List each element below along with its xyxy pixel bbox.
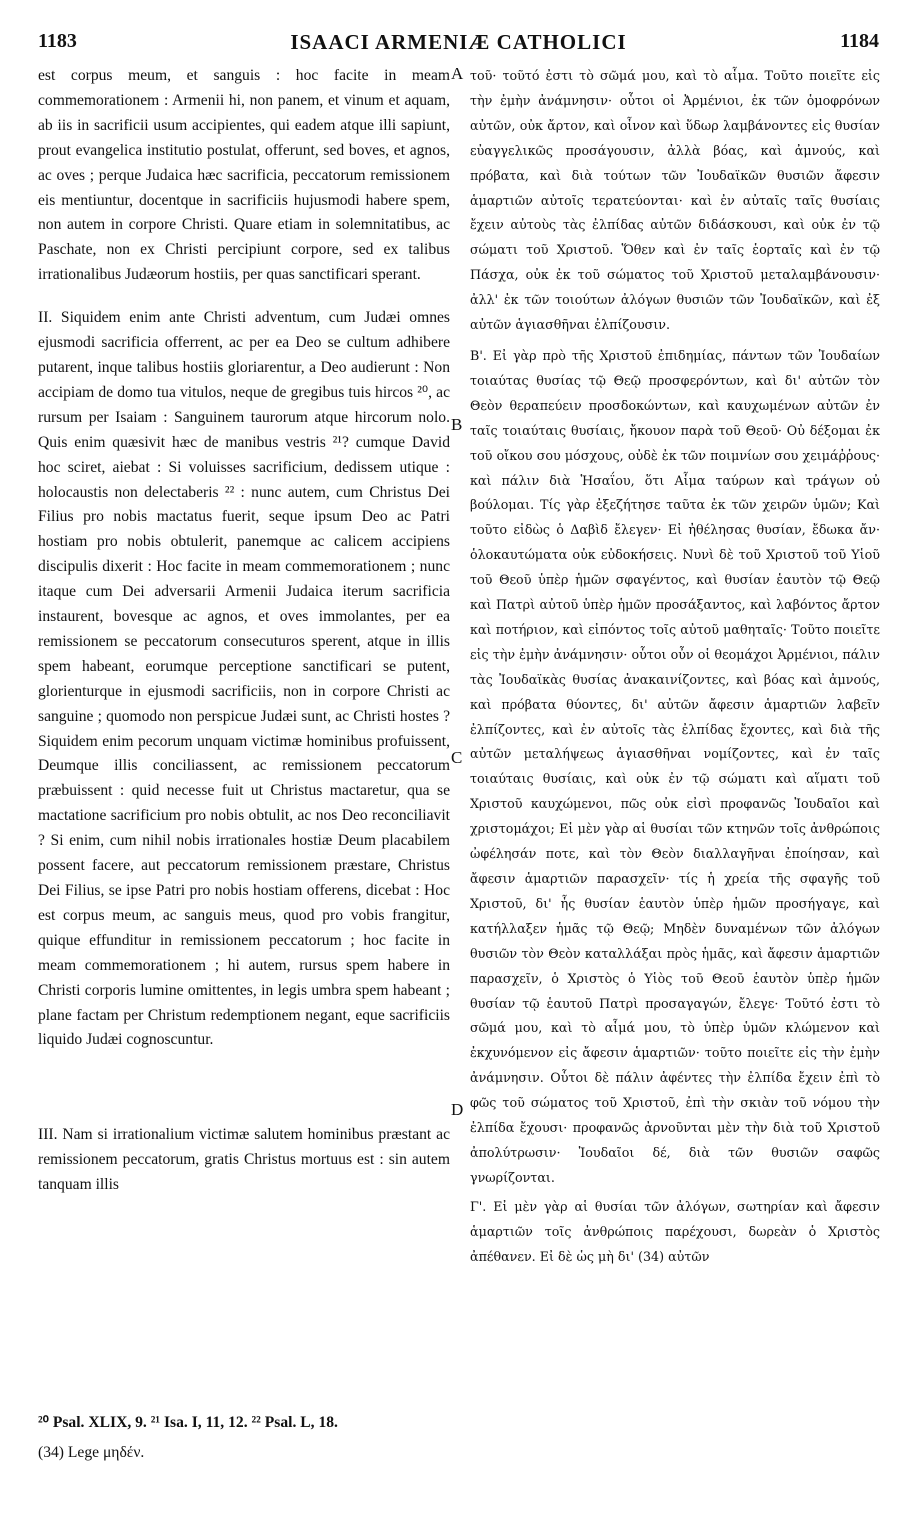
latin-paragraph-2: II. Siquidem enim ante Christi adventum, cum Judæi omnes ejusmodi sacrificia offerrent, ac per ea Deo se cultum adhibere putarent, inque talibus hostiis gloriarentur, a Deo audierunt : Non accipiam de domo tua vitulos, neque de gregibus tuis hircos ²⁰, ac rursum per Isaiam : Sanguinem taurorum atque hircorum nolo. Quis enim quæsivit hæc de manibus vestris ²¹? cumque David hoc sciret, aiebat : Si voluisses sacrificium, dedissem utique : holocaustis non delectaberis ²² : nunc autem, cum Christus Dei Filius pro nobis mactatus fuerit, seque ipsum Deo ac Patri hostiam pro nobis obtulerit, panemque ac calicem accipiens discipulis dixerit : Hoc facite in meam commemorationem ; nunc itaque cum Dei adversarii Armenii Judaica iterum sacrificia instaurent, bovesque ac agnos, et oves immolantes, per ea remissionem se peccatorum consecuturos sperent, atque in illis spem habeant, eorumque perceptione sanctificari se putent, glorienturque in ejusmodi sacrificiis, non in corpore Christi ac sanguine ; quomodo non perspicue Judæi sunt, ac Christi hostes ? Siquidem enim pecorum unquam victimæ hominibus profuissent, Deumque illis conciliassent, ac remissionem peccatorum præbuissent : quid necesse fuit ut Christus mactaretur, qua se mactatione sacrificium pro nobis obtulit, ac nos Deo reconciliavit ? Si enim, cum nihil nobis irrationales hostiæ Deum placabilem possent facere, aut peccatorum remissionem præstare, Christus Dei Filius, se ipse Patri pro nobis hostiam offerens, dicebat : Hoc est corpus meum, ac sanguis meus, quod pro vobis frangitur, quique effunditur in remissionem peccatorum ; hoc facite in meam commemorationem ; hi autem, rursus spem habere in Christi corporis lumine omittentes, in legis umbra spem habeant ; plane factam per Christum redemptionem negant, eque sacrificiis liquido Judæi cognoscuntur. [38,309,450,1049]
greek-paragraph-3: Γ'. Εἰ μὲν γὰρ αἱ θυσίαι τῶν ἀλόγων, σωτηρίαν καὶ ἄφεσιν ἁμαρτιῶν τοῖς ἀνθρώποις παρέχουσι, δωρεὰν ὁ Χριστὸς ἀπέθανεν. Εἰ δὲ ὡς μὴ δι' (34) αὐτῶν [470,1198,880,1264]
page-header [38,30,879,64]
page-number-right: 1184 [840,30,879,52]
greek-paragraph-2: Β'. Εἰ γὰρ πρὸ τῆς Χριστοῦ ἐπιδημίας, πάντων τῶν Ἰουδαίων τοιαύτας θυσίας τῷ Θεῷ προσφερόντων, καὶ δι' αὐτῶν τὸν Θεὸν θεραπεύειν προσδοκώντων, καὶ καυχωμένων αὐτῶν ἐν ταῖς τοιαύταις θυσίαις, ἤκουον παρὰ τοῦ Θεοῦ· Οὐ δέξομαι ἐκ τοῦ οἴκου σου μόσχους, οὐδὲ ἐκ τῶν ποιμνίων σου χειμάῤῥους· καὶ πάλιν διὰ Ἡσαΐου, ὅτι Αἷμα ταύρων καὶ τράγων οὐ βούλομαι. Τίς γὰρ ἐξεζήτησε ταῦτα ἐκ τῶν χειρῶν ὑμῶν; Καὶ τοῦτο εἰδὼς ὁ Δαβὶδ ἔλεγεν· Εἰ ἠθέλησας θυσίαν, ἔδωκα ἄν· ὁλοκαυτώματα οὐκ εὐδοκήσεις. Νυνὶ δὲ τοῦ Χριστοῦ τοῦ Υἱοῦ τοῦ Θεοῦ ὑπὲρ ἡμῶν σφαγέντος, καὶ θυσίαν ἑαυτὸν τῷ Θεῷ καὶ Πατρὶ αὐτοῦ ὑπὲρ ἡμῶν προσάξαντος, καὶ λαβόντος ἄρτον καὶ ποτήριον, καὶ εἰπόντος τοῖς αὐτοῦ μαθηταῖς· Τοῦτο ποιεῖτε εἰς τὴν ἐμὴν ἀνάμνησιν· οὗτοι οὖν οἱ θεομάχοι Ἀρμένιοι, πάλιν τὰς Ἰουδαϊκὰς θυσίας ἀνακαινίζοντες, καὶ βόας καὶ ἀμνούς, καὶ πρόβατα θύοντες, δι' αὐτῶν ἄφεσιν ἁμαρτιῶν λαβεῖν ἐλπίζοντες, καὶ ἐν αὐτοῖς τὰς ἐλπίδας ἔχοντες, καὶ διὰ τῆς αὐτῶν μεταλήψεως ἁγιασθῆναι νομίζοντες, καὶ ἐν ταῖς τοιαύταις θυσίαις, καὶ οὐκ ἐν τῷ σώματι καὶ αἵματι τοῦ Χριστοῦ καυχώμενοι, πῶς οὐκ εἰσὶ προφανῶς Ἰουδαῖοι καὶ χριστομάχοι; Εἰ μὲν γὰρ αἱ θυσίαι τῶν κτηνῶν τοῖς ἀνθρώποις ὠφέλησάν ποτε, καὶ τὸν Θεὸν διαλλαγῆναι ἐποίησαν, καὶ ἄφεσιν ἁμαρτιῶν παρασχεῖν· τίς ἡ χρεία τῆς σφαγῆς τοῦ Χριστοῦ, δι' ἧς θυσίαν ἑαυτὸν ὑπὲρ ἡμῶν προσήγαγε, καὶ κατήλλαξεν ἡμᾶς τῷ Θεῷ; Μηδὲν δυναμένων τῶν ἀλόγων θυσιῶν τὸν Θεὸν καταλλάξαι πρὸς ἡμᾶς, καὶ ἄφεσιν ἁμαρτιῶν παρασχεῖν, ὁ Χριστὸς ὁ Υἱὸς τοῦ Θεοῦ ἑαυτὸν ὑπὲρ ἡμῶν θυσίαν τῷ ἑαυτοῦ Πατρὶ προσαγαγών, ἔλεγε· Τοῦτό ἐστι τὸ σῶμά μου, καὶ τὸ αἷμά μου, τὸ ὑπὲρ ὑμῶν κλώμενον καὶ ἐκχυνόμενον εἰς ἄφεσιν ἁμαρτιῶν· τοῦτο ποιεῖτε εἰς τὴν ἐμὴν ἀνάμνησιν. Οὗτοι δὲ πάλιν ἀφέντες τὴν ἐλπίδα ἔχειν ἐπὶ τὸ φῶς τοῦ σώματος τοῦ Χριστοῦ, ἐπὶ τὴν σκιὰν τοῦ νόμου τὴν ἐλπίδα ἔχουσι· προφανῶς ἀρνοῦνται μὲν τὴν διὰ τοῦ Χριστοῦ ἀπολύτρωσιν· Ἰουδαῖοι δέ, διὰ τῶν θυσιῶν σαφῶς γνωρίζονται. [470,347,880,1185]
greek-paragraph-1: τοῦ· τοῦτό ἐστι τὸ σῶμά μου, καὶ τὸ αἷμα. Τοῦτο ποιεῖτε εἰς τὴν ἐμὴν ἀνάμνησιν· οὗτοι οἱ Ἀρμένιοι, ἐκ τῶν ὁμοφρόνων αὐτῶν, οὐκ ἄρτον, καὶ οἶνον καὶ ὕδωρ λαμβάνοντες εἰς θυσίαν εὐαγγελικῶς προσάγουσιν, ἀλλὰ βόας, καὶ ἀμνούς, καὶ πρόβατα, καὶ διὰ τούτων τῶν Ἰουδαϊκῶν θυσιῶν ἄφεσιν ἁμαρτιῶν αὐτοῖς τερατεύονται· καὶ ἐν αὐταῖς ταῖς θυσίαις ἔχειν αὐτοὺς τὰς ἐλπίδας αὐτῶν διδάσκουσι, καὶ οὐκ ἐν τῷ σώματι τοῦ Χριστοῦ. Ὅθεν καὶ ἐν ταῖς ἑορταῖς καὶ ἐν τῷ Πάσχα, οὐκ ἐκ τοῦ σώματος τοῦ Χριστοῦ μεταλαμβάνουσιν· ἀλλ' ἐκ τῶν τοιούτων ἀλόγων θυσιῶν τῶν Ἰουδαϊκῶν, καὶ ἐξ αὐτῶν ἁγιασθῆναι ἐλπίζουσιν. [470,68,880,333]
footnote-note: (34) Lege μηδέν. [38,1444,145,1461]
margin-marker-c: C [451,748,463,767]
margin-marker-d: D [451,1100,464,1119]
margin-marker-b: B [451,415,463,434]
footnote-references: ²⁰ Psal. XLIX, 9. ²¹ Isa. I, 11, 12. ²² Psal. L, 18. [38,1414,338,1431]
latin-column [38,64,450,1484]
margin-marker-a: A [451,64,464,83]
footnotes [38,1408,458,1468]
greek-column [470,64,880,1484]
page-number-left: 1183 [38,30,77,52]
latin-paragraph-3: III. Nam si irrationalium victimæ salutem hominibus præstant ac remissionem peccatorum, gratis Christus mortuus est : sin autem tanquam illis [38,1126,450,1194]
latin-paragraph-1: est corpus meum, et sanguis : hoc facite in meam commemorationem : Armenii hi, non panem, et vinum et aquam, ab iis in sacrificii usum accipientes, qui eadem atque illi sapiunt, prout evangelica institutio postulat, offerunt, sed boves, et agnos, ac oves ; perque Judaica hæc sacrificia, peccatorum remissionem eis mentiuntur, docentque in sacrificiis hujusmodi habere spem, non autem in corpore Christi. Quare etiam in solemnitatibus, ac Paschate, non ex Christi percipiunt corpore, sed ex talibus irrationalibus Judæorum hostiis, per quas sanctificari sperant. [38,67,450,284]
running-title: ISAACI ARMENIÆ CATHOLICI [290,30,627,54]
